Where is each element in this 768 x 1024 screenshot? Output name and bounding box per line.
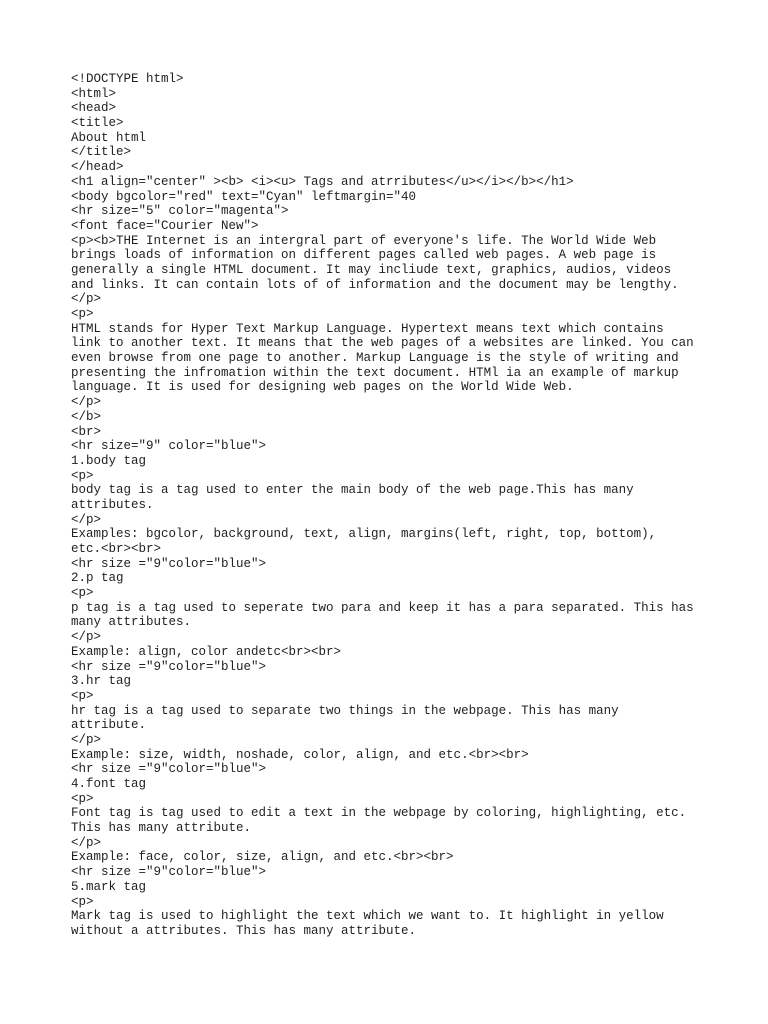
text-line: many attributes. bbox=[71, 615, 192, 630]
text-line: 3.hr tag bbox=[71, 674, 132, 689]
text-line: 1.body tag bbox=[71, 453, 147, 468]
text-line: <font face="Courier New"> bbox=[71, 218, 259, 233]
text-line: p tag is a tag used to seperate two para and keep it has a para separated. This has bbox=[71, 600, 694, 615]
text-line: </p> bbox=[71, 732, 102, 747]
text-line: 4.font tag bbox=[71, 777, 147, 791]
text-line: <p><b>THE Internet is an intergral part of everyone's life. The World Wide Web bbox=[71, 233, 657, 248]
text-line: About html bbox=[71, 130, 147, 145]
text-line: attribute. bbox=[71, 718, 147, 733]
text-line: </head> bbox=[71, 160, 124, 175]
text-line: </p> bbox=[71, 630, 102, 645]
text-line: <head> bbox=[71, 101, 117, 116]
text-line: Mark tag is used to highlight the text which we want to. It highlight in yellow bbox=[71, 909, 664, 924]
text-line: generally a single HTML document. It may incliude text, graphics, audios, videos bbox=[71, 262, 672, 277]
text-line: <hr size ="9"color="blue"> bbox=[71, 762, 267, 777]
text-line: Example: size, width, noshade, color, align, and etc.<br><br> bbox=[71, 747, 529, 762]
text-line: <p> bbox=[71, 586, 94, 601]
text-line: Font tag is tag used to edit a text in the webpage by coloring, highlighting, etc. bbox=[71, 806, 687, 821]
text-line: Examples: bgcolor, background, text, align, margins(left, right, top, bottom), bbox=[71, 527, 657, 542]
text-line: language. It is used for designing web pages on the World Wide Web. bbox=[71, 380, 574, 395]
text-line: etc.<br><br> bbox=[71, 542, 162, 556]
document-page bbox=[71, 72, 751, 939]
text-line: <p> bbox=[71, 894, 94, 909]
text-line: </p> bbox=[71, 835, 102, 850]
text-line: <!DOCTYPE html> bbox=[71, 72, 184, 86]
text-line: 5.mark tag bbox=[71, 879, 147, 894]
text-line: <p> bbox=[71, 688, 94, 703]
text-line: This has many attribute. bbox=[71, 821, 252, 836]
text-line: hr tag is a tag used to separate two things in the webpage. This has many bbox=[71, 703, 619, 718]
text-line: <h1 align="center" ><b> <i><u> Tags and atrributes</u></i></b></h1> bbox=[71, 174, 574, 189]
text-line: <hr size="5" color="magenta"> bbox=[71, 204, 289, 219]
text-line: <hr size="9" color="blue"> bbox=[71, 439, 267, 454]
text-line: <hr size ="9"color="blue"> bbox=[71, 659, 267, 674]
text-line: Example: face, color, size, align, and etc.<br><br> bbox=[71, 850, 454, 865]
text-line: 2.p tag bbox=[71, 571, 124, 586]
text-line: </title> bbox=[71, 145, 132, 160]
text-line: <p> bbox=[71, 791, 94, 806]
text-line: without a attributes. This has many attribute. bbox=[71, 923, 417, 938]
text-line: <hr size ="9"color="blue"> bbox=[71, 865, 267, 880]
text-line: <hr size ="9"color="blue"> bbox=[71, 556, 267, 571]
text-line: and links. It can contain lots of of information and the document may be lengthy. bbox=[71, 277, 679, 292]
text-line: even browse from one page to another. Markup Language is the style of writing and bbox=[71, 351, 679, 366]
text-line: <title> bbox=[71, 116, 124, 131]
text-line: Example: align, color andetc<br><br> bbox=[71, 644, 342, 659]
text-line: </p> bbox=[71, 395, 102, 410]
text-line: <br> bbox=[71, 424, 102, 439]
text-line: </b> bbox=[71, 409, 102, 424]
text-line: HTML stands for Hyper Text Markup Language. Hypertext means text which contains bbox=[71, 321, 664, 336]
text-line: brings loads of information on different pages called web pages. A web page is bbox=[71, 248, 657, 263]
text-line: <p> bbox=[71, 468, 94, 483]
text-line: </p> bbox=[71, 512, 102, 527]
text-line: presenting the infromation within the text document. HTMl ia an example of markup bbox=[71, 365, 679, 380]
text-line: <p> bbox=[71, 307, 94, 321]
text-line: attributes. bbox=[71, 497, 154, 512]
text-line: link to another text. It means that the web pages of a websites are linked. You can bbox=[71, 336, 694, 351]
text-line: </p> bbox=[71, 292, 102, 307]
text-line: body tag is a tag used to enter the main body of the web page.This has many bbox=[71, 483, 634, 498]
text-line: <html> bbox=[71, 86, 117, 101]
text-line: <body bgcolor="red" text="Cyan" leftmargin="40 bbox=[71, 189, 417, 204]
